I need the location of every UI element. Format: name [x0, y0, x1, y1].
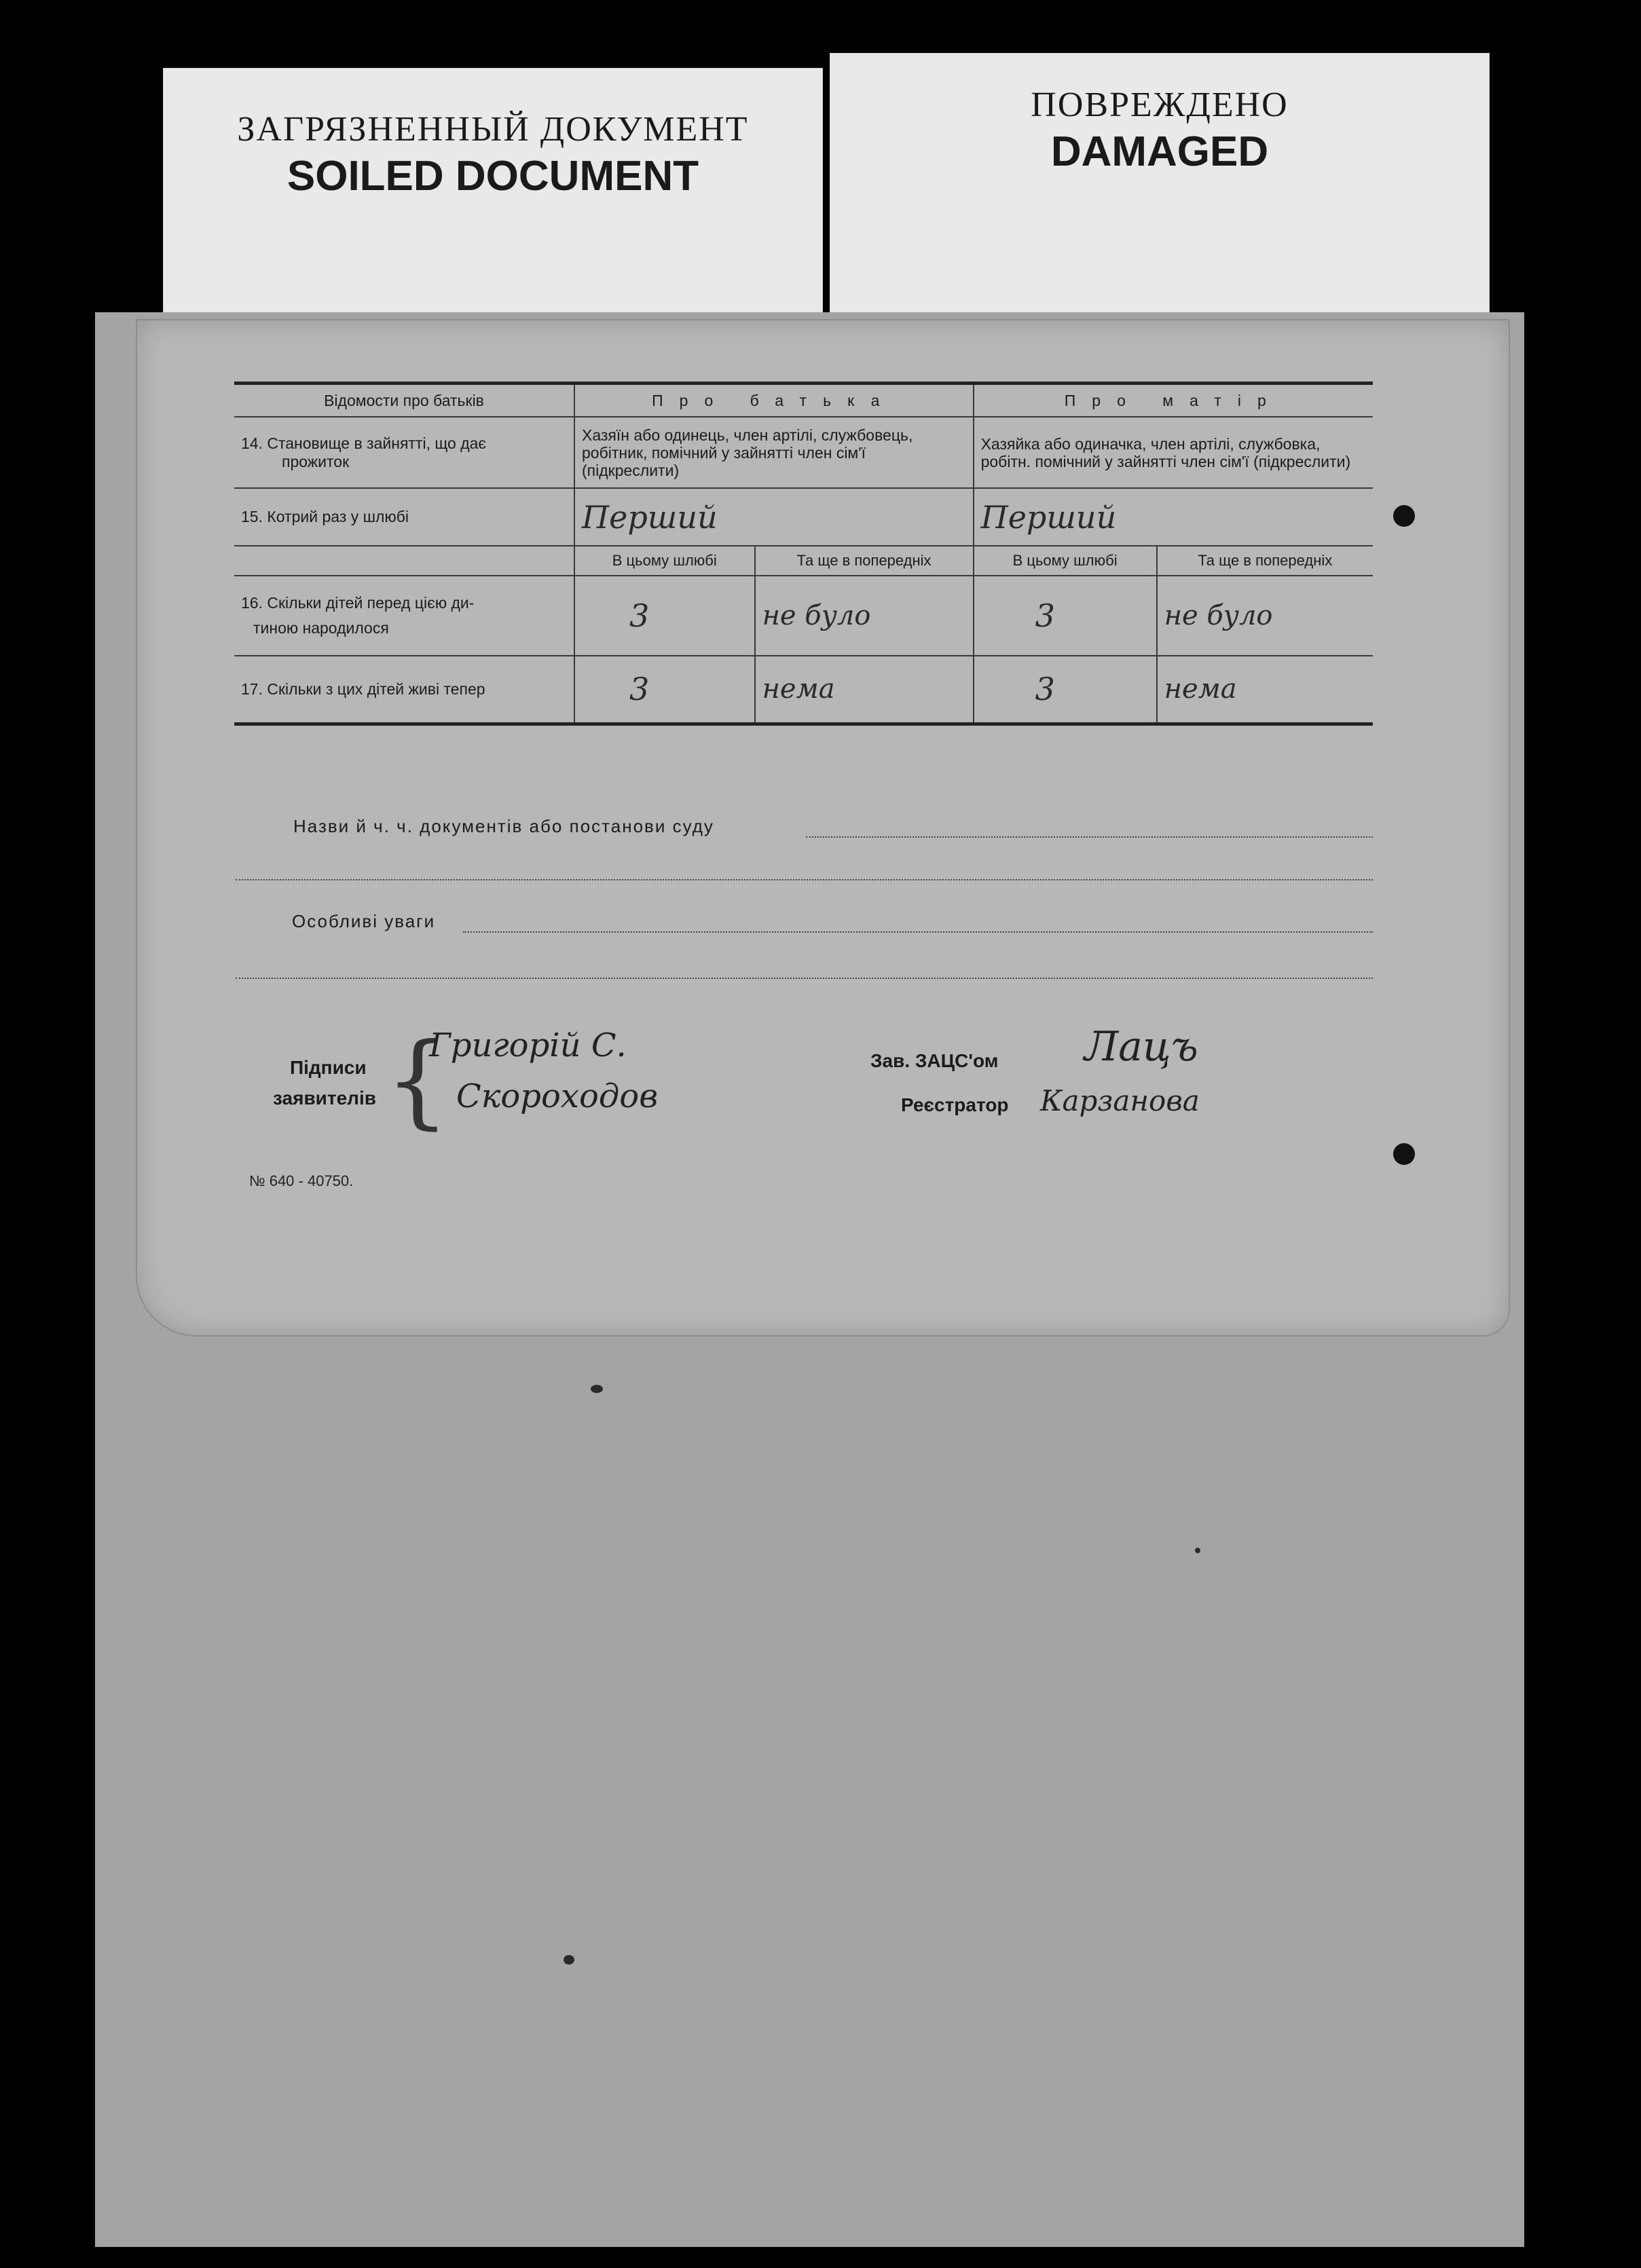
head-registry-signature: Лацъ — [1084, 1023, 1198, 1071]
signatures-label-line2: заявителів — [273, 1087, 376, 1109]
soiled-label-ru: ЗАГРЯЗНЕННЫЙ ДОКУМЕНТ — [237, 110, 749, 149]
table-header-row — [234, 384, 1373, 417]
binding-hole — [1393, 1143, 1415, 1165]
signatures-brace: { — [385, 1022, 450, 1140]
damaged-label-en: DAMAGED — [1050, 128, 1269, 175]
registrar-label: Реєстратор — [901, 1094, 1009, 1115]
row15-mother-value: Перший — [974, 488, 1373, 546]
subheader-father-previous: Та ще в попередніх — [755, 546, 974, 576]
table-row — [234, 488, 1373, 546]
soiled-document-label — [163, 68, 823, 327]
table-row — [234, 417, 1373, 488]
row17-mother-current: 3 — [974, 656, 1157, 724]
documents-dotted-line-2 — [236, 879, 1373, 880]
applicant-signature-1: Григорій С. — [429, 1026, 627, 1064]
parents-table — [234, 382, 1373, 726]
binding-hole — [1393, 505, 1415, 527]
header-father: Про батька — [574, 384, 974, 417]
row16-label-line2: тиною народилося — [253, 619, 389, 637]
header-parents-info: Відомости про батьків — [234, 384, 574, 417]
row14-label-line1: 14. Становище в зайнятті, що дає — [241, 434, 487, 452]
remarks-dotted-line — [463, 931, 1373, 933]
form-number: № 640 - 40750. — [249, 1172, 354, 1189]
applicant-signature-2: Скороходов — [456, 1077, 659, 1115]
soiled-label-en: SOILED DOCUMENT — [287, 153, 699, 200]
table-subheader-row — [234, 546, 1373, 576]
row15-father-value: Перший — [574, 488, 974, 546]
documents-field-label: Назви й ч. ч. документів або постанови суду — [293, 816, 714, 836]
row17-father-previous: нема — [755, 656, 974, 724]
subheader-mother-current: В цьому шлюбі — [974, 546, 1157, 576]
remarks-field-label: Особливі уваги — [292, 911, 436, 931]
head-registry-label: Зав. ЗАЦС'ом — [870, 1050, 999, 1071]
speck — [564, 1955, 574, 1965]
header-mother: Про матір — [974, 384, 1373, 417]
row14-mother-options: Хазяйка або одиначка, член артілі, службовка, робітн. помічний у зайнятті член сім'ї (підкреслити) — [974, 417, 1373, 488]
subheader-mother-previous: Та ще в попередніх — [1157, 546, 1373, 576]
damaged-label-ru: ПОВРЕЖДЕНО — [1031, 86, 1289, 124]
table-row — [234, 656, 1373, 724]
subheader-blank — [234, 546, 574, 576]
registrar-signature: Карзанова — [1040, 1084, 1200, 1117]
row17-label: 17. Скільки з цих дітей живі тепер — [234, 656, 574, 724]
row16-mother-previous: не було — [1157, 576, 1373, 656]
row17-father-current: 3 — [574, 656, 755, 724]
signatures-label-line1: Підписи — [290, 1057, 367, 1078]
row16-mother-current: 3 — [974, 576, 1157, 656]
remarks-dotted-line-2 — [236, 978, 1373, 979]
row14-label — [234, 417, 574, 488]
table-row — [234, 576, 1373, 656]
row16-label — [234, 576, 574, 656]
documents-dotted-line — [806, 836, 1373, 838]
row16-father-current: 3 — [574, 576, 755, 656]
speck — [591, 1385, 603, 1393]
damaged-label — [830, 53, 1490, 333]
row16-label-line1: 16. Скільки дітей перед цією ди- — [241, 594, 475, 612]
row15-label: 15. Котрий раз у шлюбі — [234, 488, 574, 546]
form-sheet — [136, 319, 1510, 1337]
subheader-father-current: В цьому шлюбі — [574, 546, 755, 576]
row14-father-options: Хазяїн або одинець, член артілі, службовець, робітник, помічний у зайнятті член сім'ї (підкреслити) — [574, 417, 974, 488]
row17-mother-previous: нема — [1157, 656, 1373, 724]
row14-label-line2: прожиток — [282, 452, 350, 470]
row16-father-previous: не було — [755, 576, 974, 656]
speck — [1195, 1548, 1200, 1553]
